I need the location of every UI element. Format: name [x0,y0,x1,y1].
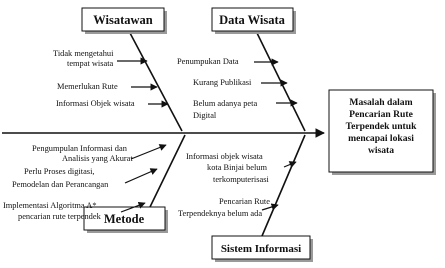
cause-label: Memerlukan Rute [57,82,118,91]
cause-label: terkomputerisasi [213,175,269,184]
cause-label: Kurang Publikasi [193,78,252,87]
category-label-metode: Metode [103,212,145,226]
cause-label: Informasi objek wisata [186,152,263,161]
effect-line: Terpendek untuk [345,121,417,132]
cause-label: pencarian rute terpendek [18,212,101,221]
cause-label: Digital [193,111,217,120]
cause-data-wisata [193,78,287,87]
cause-label: Penumpukan Data [177,57,239,66]
category-label-data-wisata: Data Wisata [219,13,285,27]
cause-label: kota Binjai belum [207,163,268,172]
cause-label: Pemodelan dan Perancangan [12,180,109,189]
bone-wisatawan [130,33,182,131]
category-box-data-wisata [212,8,296,34]
cause-sistem-informasi [178,197,278,218]
cause-wisatawan [56,99,168,108]
effect-line: Masalah dalam [349,97,413,108]
cause-data-wisata [177,57,278,66]
cause-arrow [131,145,166,159]
cause-label: Informasi Objek wisata [56,99,135,108]
cause-label: Analisis yang Akurat [62,154,133,163]
cause-wisatawan [57,82,157,91]
cause-label: tempat wisata [67,59,114,68]
cause-arrow [284,162,296,167]
bone-data-wisata [257,33,305,131]
cause-label: Implementasi Algoritma A* [3,201,97,210]
category-box-wisatawan [82,8,167,34]
category-label-sistem-informasi: Sistem Informasi [220,243,302,255]
effect-line: mencapai lokasi [348,133,414,144]
cause-label: Tidak mengetahui [53,49,114,58]
cause-label: Terpendeknya belum ada [178,209,263,218]
cause-arrow [125,169,157,183]
cause-sistem-informasi [186,152,296,184]
bone-metode [150,135,185,207]
cause-label: Pengumpulan Informasi dan [32,144,127,153]
effect-line: wisata [367,145,395,156]
cause-metode [12,167,157,189]
cause-label: Pencarian Rute [219,197,270,206]
category-label-wisatawan: Wisatawan [93,13,153,27]
effect-line: Pencarian Rute [349,109,413,120]
bone-sistem-informasi [262,135,305,236]
category-box-sistem-informasi [212,236,313,262]
cause-label: Perlu Proses digitasi, [24,167,95,176]
cause-wisatawan [53,49,147,68]
cause-data-wisata [193,99,297,120]
cause-metode [32,144,166,163]
effect-box [329,90,436,175]
cause-label: Belum adanya peta [193,99,258,108]
